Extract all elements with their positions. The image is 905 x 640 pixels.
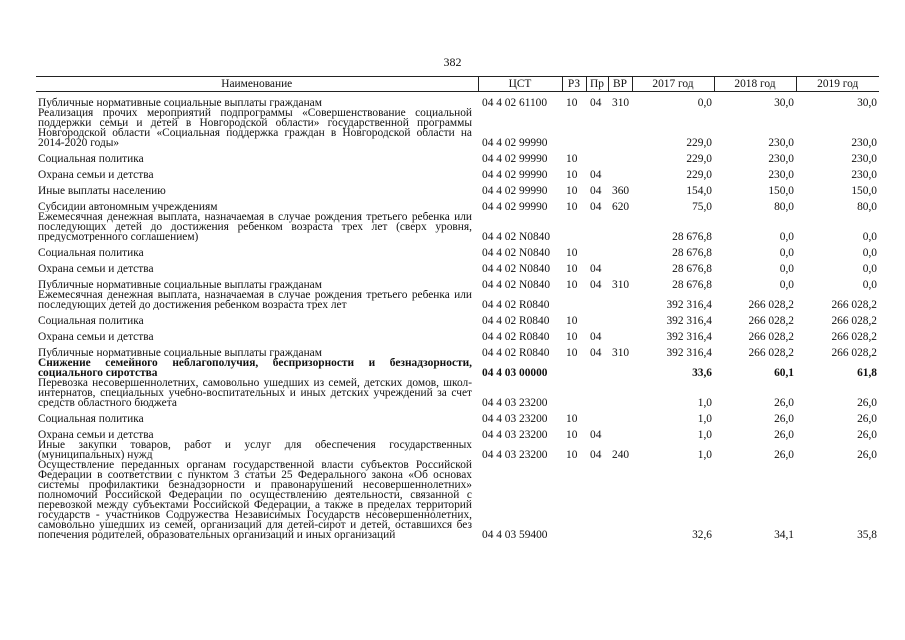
cell-2019: 61,8 bbox=[857, 367, 877, 378]
cell-2018: 26,0 bbox=[774, 413, 794, 424]
table-row bbox=[36, 310, 879, 326]
cell-vr: 310 bbox=[612, 97, 630, 108]
column-header-name: Наименование bbox=[36, 77, 478, 92]
table-row bbox=[36, 440, 879, 460]
cell-name: Реализация прочих мероприятий подпрограммы «Совершенствование социальной поддержки семьи и детей в Новгородской области» государственной программы Новгородской области «Социальная поддержка граждан в Новгородской области на 2014-2020 годы» bbox=[38, 108, 472, 148]
cell-2018: 266 028,2 bbox=[748, 331, 794, 342]
cell-pr: 04 bbox=[590, 169, 602, 180]
cell-2018: 0,0 bbox=[779, 263, 794, 274]
cell-2017: 1,0 bbox=[697, 413, 712, 424]
cell-pr bbox=[586, 212, 608, 242]
cell-2019: 30,0 bbox=[857, 97, 877, 108]
cell-vr bbox=[608, 258, 632, 274]
table-row bbox=[36, 148, 879, 164]
table-row bbox=[36, 460, 879, 540]
table-row bbox=[36, 378, 879, 408]
cell-rz: 10 bbox=[566, 413, 578, 424]
cell-cst: 04 4 02 99990 bbox=[482, 169, 548, 180]
cell-pr: 04 bbox=[590, 429, 602, 440]
cell-2017: 1,0 bbox=[697, 449, 712, 460]
cell-rz: 10 bbox=[566, 331, 578, 342]
cell-2018: 26,0 bbox=[774, 449, 794, 460]
cell-name: Перевозка несовершеннолетних, самовольно ушедших из семей, детских домов, школ-интернатов, специальных учебно-воспитательных и иных детских учреждений за счет средств областного бюджета bbox=[38, 378, 472, 408]
cell-pr: 04 bbox=[590, 185, 602, 196]
table-row bbox=[36, 180, 879, 196]
cell-2017: 75,0 bbox=[692, 201, 712, 212]
cell-rz bbox=[562, 290, 586, 310]
cell-2017: 0,0 bbox=[697, 97, 712, 108]
column-header-2017: 2017 год bbox=[632, 77, 714, 92]
column-header-cst: ЦСТ bbox=[478, 77, 562, 92]
cell-pr: 04 bbox=[590, 263, 602, 274]
cell-name: Публичные нормативные социальные выплаты гражданам bbox=[38, 97, 322, 108]
cell-2017: 32,6 bbox=[692, 529, 712, 540]
cell-vr bbox=[608, 408, 632, 424]
cell-pr bbox=[586, 148, 608, 164]
cell-2017: 392 316,4 bbox=[666, 347, 712, 358]
cell-cst: 04 4 02 N0840 bbox=[482, 231, 551, 242]
table-row bbox=[36, 108, 879, 148]
cell-rz: 10 bbox=[566, 263, 578, 274]
cell-cst: 04 4 03 23200 bbox=[482, 449, 548, 460]
cell-pr bbox=[586, 242, 608, 258]
cell-2019: 80,0 bbox=[857, 201, 877, 212]
cell-vr bbox=[608, 326, 632, 342]
cell-vr: 360 bbox=[612, 185, 630, 196]
cell-name: Субсидии автономным учреждениям bbox=[38, 201, 218, 212]
cell-cst: 04 4 02 R0840 bbox=[482, 299, 550, 310]
cell-pr: 04 bbox=[590, 449, 602, 460]
cell-2018: 0,0 bbox=[779, 247, 794, 258]
cell-2019: 26,0 bbox=[857, 429, 877, 440]
cell-2019: 230,0 bbox=[851, 137, 877, 148]
cell-vr bbox=[608, 460, 632, 540]
cell-2019: 230,0 bbox=[851, 153, 877, 164]
cell-pr bbox=[586, 408, 608, 424]
cell-2018: 266 028,2 bbox=[748, 299, 794, 310]
table-row bbox=[36, 326, 879, 342]
cell-name: Охрана семьи и детства bbox=[38, 169, 154, 180]
cell-rz: 10 bbox=[566, 185, 578, 196]
table-row bbox=[36, 164, 879, 180]
cell-vr: 310 bbox=[612, 347, 630, 358]
cell-2019: 0,0 bbox=[862, 231, 877, 242]
column-header-pr: Пр bbox=[586, 77, 608, 92]
cell-cst: 04 4 03 00000 bbox=[482, 367, 548, 378]
table-row bbox=[36, 196, 879, 212]
cell-rz bbox=[562, 108, 586, 148]
cell-2018: 230,0 bbox=[768, 137, 794, 148]
cell-cst: 04 4 02 61100 bbox=[482, 97, 548, 108]
cell-rz bbox=[562, 378, 586, 408]
cell-2017: 154,0 bbox=[686, 185, 712, 196]
cell-2019: 26,0 bbox=[857, 449, 877, 460]
cell-name: Ежемесячная денежная выплата, назначаемая в случае рождения третьего ребенка или последующих детей до достижения ребенком возраста трех лет (сверх уровня, предусмотренного соглашением) bbox=[38, 212, 472, 242]
cell-2018: 34,1 bbox=[774, 529, 794, 540]
cell-2019: 266 028,2 bbox=[831, 315, 877, 326]
cell-name: Ежемесячная денежная выплата, назначаемая в случае рождения третьего ребенка или последующих детей до достижения ребенком возраста трех лет bbox=[38, 290, 472, 310]
table-row bbox=[36, 290, 879, 310]
cell-2018: 60,1 bbox=[774, 367, 794, 378]
cell-vr bbox=[608, 108, 632, 148]
table-row bbox=[36, 258, 879, 274]
cell-2019: 0,0 bbox=[862, 263, 877, 274]
cell-cst: 04 4 02 99990 bbox=[482, 185, 548, 196]
cell-2019: 0,0 bbox=[862, 279, 877, 290]
cell-rz: 10 bbox=[566, 449, 578, 460]
cell-name: Публичные нормативные социальные выплаты гражданам bbox=[38, 347, 322, 358]
cell-cst: 04 4 02 R0840 bbox=[482, 315, 550, 326]
cell-2018: 0,0 bbox=[779, 231, 794, 242]
cell-2018: 266 028,2 bbox=[748, 315, 794, 326]
cell-2017: 392 316,4 bbox=[666, 299, 712, 310]
cell-name: Социальная политика bbox=[38, 153, 144, 164]
cell-name: Охрана семьи и детства bbox=[38, 429, 154, 440]
cell-2019: 266 028,2 bbox=[831, 299, 877, 310]
cell-vr bbox=[608, 212, 632, 242]
table-body bbox=[36, 92, 879, 541]
cell-2017: 28 676,8 bbox=[672, 231, 712, 242]
cell-2017: 28 676,8 bbox=[672, 247, 712, 258]
cell-name: Социальная политика bbox=[38, 247, 144, 258]
cell-vr: 310 bbox=[612, 279, 630, 290]
cell-2018: 80,0 bbox=[774, 201, 794, 212]
cell-pr: 04 bbox=[590, 279, 602, 290]
table-row bbox=[36, 342, 879, 358]
table-row bbox=[36, 92, 879, 109]
table-row bbox=[36, 358, 879, 378]
cell-pr bbox=[586, 358, 608, 378]
cell-name: Иные закупки товаров, работ и услуг для обеспечения государственных (муниципальных) нужд bbox=[38, 440, 472, 460]
cell-pr bbox=[586, 460, 608, 540]
cell-rz: 10 bbox=[566, 97, 578, 108]
cell-cst: 04 4 02 R0840 bbox=[482, 347, 550, 358]
cell-vr bbox=[608, 358, 632, 378]
cell-vr bbox=[608, 290, 632, 310]
cell-cst: 04 4 02 R0840 bbox=[482, 331, 550, 342]
cell-rz: 10 bbox=[566, 429, 578, 440]
cell-name: Публичные нормативные социальные выплаты гражданам bbox=[38, 279, 322, 290]
cell-rz: 10 bbox=[566, 247, 578, 258]
table-row bbox=[36, 408, 879, 424]
cell-2019: 266 028,2 bbox=[831, 331, 877, 342]
column-header-vr: ВР bbox=[608, 77, 632, 92]
cell-2018: 0,0 bbox=[779, 279, 794, 290]
cell-2018: 266 028,2 bbox=[748, 347, 794, 358]
column-header-rz: РЗ bbox=[562, 77, 586, 92]
cell-pr: 04 bbox=[590, 331, 602, 342]
table-row bbox=[36, 242, 879, 258]
cell-vr: 620 bbox=[612, 201, 630, 212]
cell-name: Охрана семьи и детства bbox=[38, 331, 154, 342]
cell-pr bbox=[586, 378, 608, 408]
column-header-2019: 2019 год bbox=[796, 77, 879, 92]
cell-vr bbox=[608, 242, 632, 258]
cell-pr: 04 bbox=[590, 201, 602, 212]
cell-rz: 10 bbox=[566, 169, 578, 180]
cell-cst: 04 4 02 99990 bbox=[482, 137, 548, 148]
budget-table bbox=[36, 76, 879, 540]
cell-vr bbox=[608, 378, 632, 408]
cell-2017: 229,0 bbox=[686, 169, 712, 180]
cell-vr bbox=[608, 164, 632, 180]
cell-name: Осуществление переданных органам государственной власти субъектов Российской Федерации в соответствии с пунктом 3 статьи 25 Федерального закона «Об основах системы профилактики безнадзорности и правонарушений несовершеннолетних» полномочий Российской Федерации по осуществлению деятельности, связанной с перевозкой между субъектами Российской Федерации, а также в пределах территорий государств - участников Содружества Независимых Государств несовершеннолетних, самовольно ушедших из семей, организаций для детей-сирот и детей, оставшихся без попечения родителей, образовательных организаций и иных организаций bbox=[38, 460, 472, 540]
cell-2017: 28 676,8 bbox=[672, 263, 712, 274]
table-row bbox=[36, 424, 879, 440]
cell-cst: 04 4 02 99990 bbox=[482, 201, 548, 212]
cell-rz bbox=[562, 358, 586, 378]
cell-cst: 04 4 02 N0840 bbox=[482, 279, 551, 290]
cell-pr bbox=[586, 108, 608, 148]
cell-2018: 30,0 bbox=[774, 97, 794, 108]
cell-pr bbox=[586, 290, 608, 310]
cell-name: Социальная политика bbox=[38, 413, 144, 424]
cell-2017: 28 676,8 bbox=[672, 279, 712, 290]
cell-vr bbox=[608, 310, 632, 326]
cell-2019: 0,0 bbox=[862, 247, 877, 258]
cell-pr: 04 bbox=[590, 347, 602, 358]
cell-cst: 04 4 02 N0840 bbox=[482, 263, 551, 274]
cell-rz: 10 bbox=[566, 201, 578, 212]
cell-vr: 240 bbox=[612, 449, 630, 460]
cell-2019: 26,0 bbox=[857, 397, 877, 408]
cell-cst: 04 4 03 59400 bbox=[482, 529, 548, 540]
cell-rz: 10 bbox=[566, 347, 578, 358]
cell-2019: 266 028,2 bbox=[831, 347, 877, 358]
cell-pr: 04 bbox=[590, 97, 602, 108]
cell-cst: 04 4 03 23200 bbox=[482, 413, 548, 424]
cell-2017: 392 316,4 bbox=[666, 315, 712, 326]
cell-2019: 230,0 bbox=[851, 169, 877, 180]
cell-cst: 04 4 02 99990 bbox=[482, 153, 548, 164]
table-row bbox=[36, 274, 879, 290]
cell-name: Охрана семьи и детства bbox=[38, 263, 154, 274]
cell-name: Снижение семейного неблагополучия, беспризорности и безнадзорности, социального сиротства bbox=[38, 358, 472, 378]
cell-2017: 229,0 bbox=[686, 137, 712, 148]
cell-name: Социальная политика bbox=[38, 315, 144, 326]
cell-2017: 229,0 bbox=[686, 153, 712, 164]
table-row bbox=[36, 212, 879, 242]
cell-2018: 26,0 bbox=[774, 397, 794, 408]
cell-rz: 10 bbox=[566, 315, 578, 326]
cell-2017: 1,0 bbox=[697, 429, 712, 440]
column-header-2018: 2018 год bbox=[714, 77, 796, 92]
cell-2018: 230,0 bbox=[768, 153, 794, 164]
page-number: 382 bbox=[443, 55, 462, 69]
cell-2019: 35,8 bbox=[857, 529, 877, 540]
cell-2018: 26,0 bbox=[774, 429, 794, 440]
cell-pr bbox=[586, 310, 608, 326]
cell-cst: 04 4 03 23200 bbox=[482, 429, 548, 440]
cell-rz: 10 bbox=[566, 153, 578, 164]
cell-vr bbox=[608, 148, 632, 164]
cell-cst: 04 4 02 N0840 bbox=[482, 247, 551, 258]
cell-2017: 33,6 bbox=[692, 367, 712, 378]
cell-2017: 1,0 bbox=[697, 397, 712, 408]
cell-2019: 26,0 bbox=[857, 413, 877, 424]
cell-rz bbox=[562, 460, 586, 540]
cell-rz: 10 bbox=[566, 279, 578, 290]
cell-2019: 150,0 bbox=[851, 185, 877, 196]
table-header-row bbox=[36, 77, 879, 92]
cell-2018: 150,0 bbox=[768, 185, 794, 196]
cell-rz bbox=[562, 212, 586, 242]
cell-2018: 230,0 bbox=[768, 169, 794, 180]
cell-name: Иные выплаты населению bbox=[38, 185, 166, 196]
cell-vr bbox=[608, 424, 632, 440]
cell-2017: 392 316,4 bbox=[666, 331, 712, 342]
cell-cst: 04 4 03 23200 bbox=[482, 397, 548, 408]
